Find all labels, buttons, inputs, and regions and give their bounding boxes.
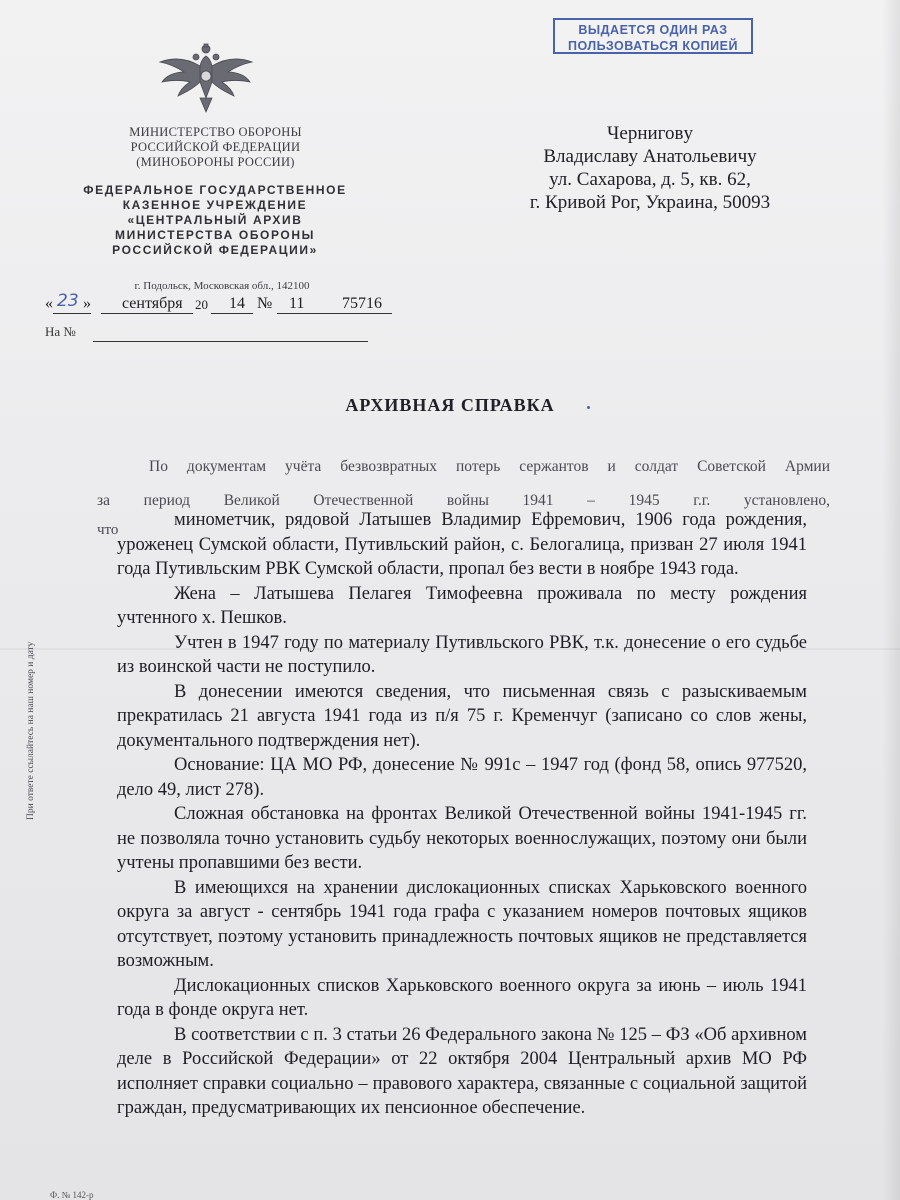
year-underline (211, 313, 253, 314)
paragraph: Основание: ЦА МО РФ, донесение № 991с – 1947 год (фонд 58, опись 977520, дело 49, лист 278). (117, 755, 807, 800)
outgoing-number-part1: 11 (289, 295, 305, 312)
day-underline (53, 313, 91, 314)
month-underline (101, 313, 193, 314)
archive-line: РОССИЙСКОЙ ФЕДЕРАЦИИ» (112, 243, 318, 257)
intro-line-1: По документам учёта безвозвратных потерь сержантов и солдат Советской Армии (149, 458, 830, 475)
ministry-line: МИНИСТЕРСТВО ОБОРОНЫ (129, 125, 302, 139)
archive-address: г. Подольск, Московская обл., 142100 (134, 280, 310, 292)
paragraph: Сложная обстановка на фронтах Великой Отечественной войны 1941-1945 гг. не позволяла точно установить судьбу некоторых военнослужащих, поэтому они были учтены пропавшими без вести. (117, 804, 807, 873)
date-year-prefix: 20 (195, 297, 208, 312)
paragraph: Дислокационных списков Харьковского военного округа за июнь – июль 1941 года в фонде округа нет. (117, 975, 807, 1020)
date-year: 14 (229, 295, 245, 312)
stamp-line-2: ПОЛЬЗОВАТЬСЯ КОПИЕЙ (568, 39, 738, 53)
number-sign: № (257, 295, 273, 312)
addressee-block (500, 122, 800, 214)
paragraph: В донесении имеются сведения, что письменная связь с разыскиваемым прекратилась 21 августа 1941 года из п/я 75 г. Кременчуг (записано со слов жены, документального подтверждения нет). (117, 681, 807, 751)
archive-line: «ЦЕНТРАЛЬНЫЙ АРХИВ (127, 213, 303, 227)
outgoing-number-part2: 75716 (342, 295, 382, 312)
archive-line: МИНИСТЕРСТВА ОБОРОНЫ (115, 228, 315, 242)
paragraph: Жена – Латышева Пелагея Тимофеевна проживала по месту рождения учтенного х. Пешков. (117, 583, 807, 628)
date-month: сентября (122, 295, 183, 312)
reply-reference-label: На № (45, 324, 76, 339)
ministry-name (78, 125, 353, 170)
intro-line-2: за период Великой Отечественной войны 1941 – 1945 г.г. установлено, (97, 492, 830, 509)
reply-reference (45, 324, 76, 340)
margin-note: При ответе ссылайтесь на наш номер и дату (26, 641, 36, 820)
addressee-line: г. Кривой Рог, Украина, 50093 (529, 192, 771, 213)
paragraph: В соответствии с п. 3 статьи 26 Федерального закона № 125 – ФЗ «Об архивном деле в Российской Федерации» от 22 октября 2004 Центральный архив МО РФ исполняет справки социально – правового характера, связанные с социальной защитой граждан, предусматривающих их пенсионное обеспечение. (117, 1024, 807, 1118)
paragraph: минометчик, рядовой Латышев Владимир Ефремович, 1906 года рождения, уроженец Сумской области, Путивльский район, с. Белогалица, призван 27 июля 1941 года Путивльским РВК Сумской области, пропал без вести в ноябре 1943 года. (117, 510, 807, 579)
ministry-line: (МИНОБОРОНЫ РОССИИ) (136, 155, 295, 169)
date-close-quote: » (83, 295, 91, 312)
copy-stamp (553, 18, 753, 54)
reply-reference-underline (93, 341, 368, 342)
date-open-quote: « (45, 295, 53, 312)
date-number-line (45, 293, 415, 317)
addressee-line: Владиславу Анатольевичу (543, 146, 757, 167)
number-underline (277, 313, 392, 314)
double-headed-eagle-emblem-icon (156, 42, 256, 114)
intro-that: что (97, 522, 119, 538)
document-title: АРХИВНАЯ СПРАВКА (345, 395, 555, 415)
stamp-line-1: ВЫДАЕТСЯ ОДИН РАЗ (578, 23, 728, 37)
date-day: 23 (57, 291, 79, 311)
ink-dot (587, 406, 590, 409)
paragraph: В имеющихся на хранении дислокационных списках Харьковского военного округа за август - сентябрь 1941 года графа с указанием номеров почтовых ящиков отсутствует, поэтому установить принадлежность почтовых ящиков не представляется возможным. (117, 877, 807, 971)
archive-line: КАЗЕННОЕ УЧРЕЖДЕНИЕ (122, 198, 308, 212)
ministry-line: РОССИЙСКОЙ ФЕДЕРАЦИИ (130, 140, 301, 154)
page-edge-shadow (882, 0, 900, 1200)
archive-name (60, 183, 370, 258)
certificate-body (117, 508, 807, 1121)
paragraph: Учтен в 1947 году по материалу Путивльского РВК, т.к. донесение о его судьбе из воинской части не поступило. (117, 632, 807, 677)
form-number: Ф. № 142-р (50, 1190, 94, 1200)
addressee-line: ул. Сахарова, д. 5, кв. 62, (549, 169, 751, 190)
addressee-line: Черниговy (607, 123, 693, 144)
archive-line: ФЕДЕРАЛЬНОЕ ГОСУДАРСТВЕННОЕ (83, 183, 347, 197)
